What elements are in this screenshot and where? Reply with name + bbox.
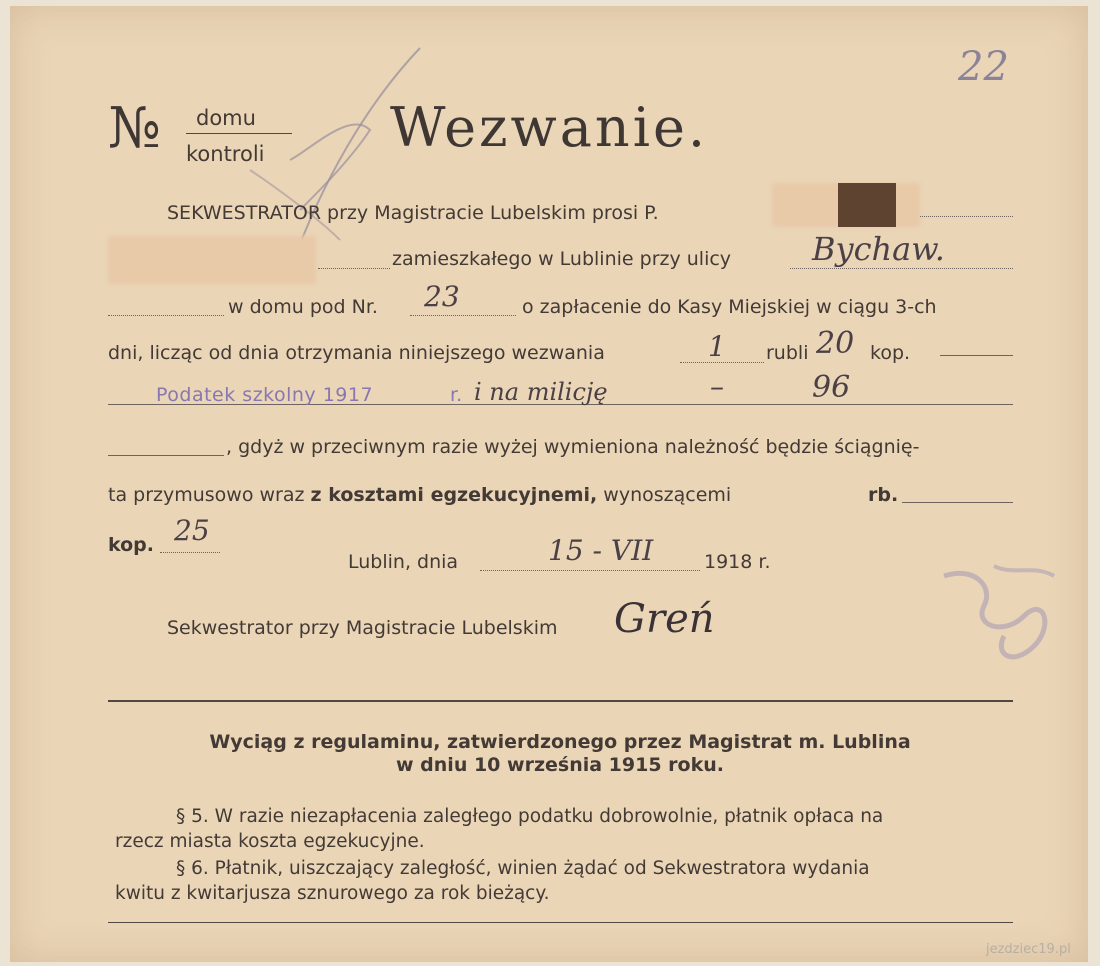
line-sekwestrator-prosi: SEKWESTRATOR przy Magistracie Lubelskim prosi P. [167, 202, 659, 224]
kop-costs-handwritten: 25 [174, 514, 210, 547]
signature-line: Sekwestrator przy Magistracie Lubelskim [167, 617, 558, 639]
handwritten-purpose: i na milicję [474, 378, 608, 406]
label-kop-costs: kop. [108, 534, 154, 556]
house-prefix-line [108, 315, 224, 316]
watermark: jezdziec19.pl [986, 942, 1071, 957]
number-symbol: № [108, 96, 161, 161]
kop-trailing-line [940, 355, 1013, 356]
label-rubli: rubli [766, 342, 809, 364]
line-gdyz: , gdyż w przeciwnym razie wyżej wymieniona należność będzie ściągnię- [226, 436, 920, 458]
redacted-name-continuation [108, 236, 316, 284]
kopecks-handwritten: 20 [816, 326, 855, 361]
signature-handwritten: Greń [614, 596, 715, 642]
handwritten-amount: 96 [812, 370, 851, 405]
line-dni-liczac: dni, licząc od dnia otrzymania niniejszego wezwania [108, 342, 605, 364]
redacted-name-block [838, 183, 896, 227]
stamp-podatek-szkolny: Podatek szkolny 1917 [156, 384, 374, 406]
section-divider [108, 700, 1013, 702]
rb-field-line [902, 502, 1013, 503]
pencil-corner-number: 22 [958, 44, 1009, 90]
paragraph-6-line1: § 6. Płatnik, uiszczający zaległość, winien żądać od Sekwestratora wydania [176, 858, 870, 879]
name-continuation-line [318, 268, 390, 269]
rubles-handwritten: 1 [708, 330, 726, 363]
paragraph-5-line1: § 5. W razie niezapłacenia zaległego podatku dobrowolnie, płatnik opłaca na [176, 806, 884, 827]
stamp-year-suffix: r. [450, 384, 463, 406]
regulations-heading-line2: w dniu 10 września 1915 roku. [396, 754, 724, 776]
date-year: 1918 r. [704, 551, 771, 573]
pencil-side-note [934, 556, 1074, 676]
bottom-divider [108, 922, 1013, 923]
purpose-continuation-line [108, 455, 224, 456]
document-title: Wezwanie. [390, 96, 709, 159]
text-wynoszacemi: wynoszącemi [597, 484, 732, 506]
label-kontroli: kontroli [186, 142, 265, 166]
text-przymusowo: ta przymusowo wraz [108, 484, 311, 506]
kop-costs-line [160, 552, 220, 553]
house-number-line [410, 315, 516, 316]
label-kop: kop. [870, 342, 911, 364]
label-domu: domu [196, 106, 256, 130]
paragraph-6-line2: kwitu z kwitarjusza sznurowego za rok bieżący. [115, 883, 550, 904]
date-handwritten: 15 - VII [548, 534, 654, 567]
text-kosztami: z kosztami egzekucyjnemi, [310, 484, 598, 506]
line-w-domu-pod-nr: w domu pod Nr. [228, 296, 378, 318]
label-rb: rb. [868, 484, 899, 506]
date-prefix: Lublin, dnia [348, 551, 459, 573]
line-zamieszkalego: zamieszkałego w Lublinie przy ulicy [392, 248, 732, 270]
line-przymusowo [108, 484, 731, 506]
paragraph-5-line2: rzecz miasta koszta egzekucyjne. [115, 831, 425, 852]
handwritten-dash: – [710, 370, 724, 403]
date-field-line [480, 570, 700, 571]
name-field-line [920, 216, 1013, 217]
street-handwritten: Bychaw. [812, 230, 945, 268]
line-o-zaplacenie: o zapłacenie do Kasy Miejskiej w ciągu 3-ch [522, 296, 937, 318]
house-number-handwritten: 23 [424, 280, 460, 313]
street-field-line [790, 268, 1013, 269]
regulations-heading-line1: Wyciąg z regulaminu, zatwierdzonego przez Magistrat m. Lublina [209, 731, 911, 753]
